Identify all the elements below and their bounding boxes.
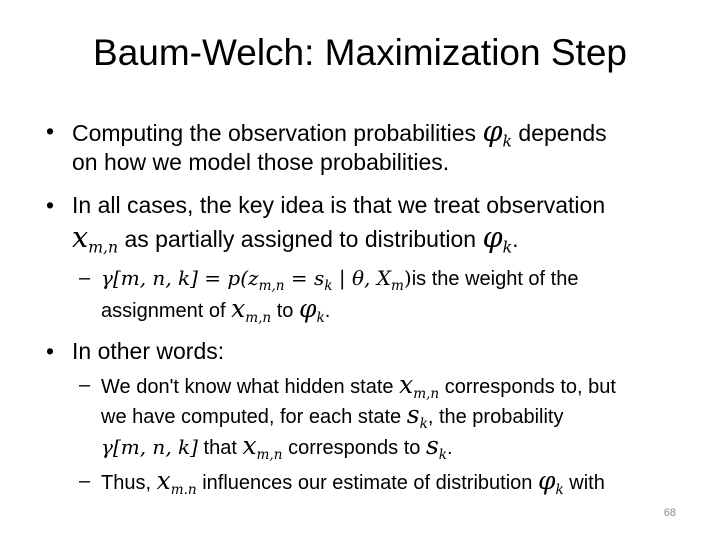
math-paren: ) [403, 266, 412, 290]
bullet-1-line-2: on how we model those probabilities. [72, 149, 450, 175]
math-x: x [242, 431, 257, 460]
sub-bullet-2-text: corresponds to, but [439, 376, 616, 398]
dash-marker: – [79, 374, 91, 396]
math-x: x [231, 294, 246, 323]
sub-bullet-2-text: We don't know what hidden state [101, 376, 400, 398]
punctuation: . [324, 300, 331, 322]
sub-bullet-3-text: influences our estimate of distribution [196, 472, 538, 494]
sub-bullet-2-line-3 [101, 432, 453, 469]
math-subscript: m,n [413, 385, 440, 402]
math-phi: φ [482, 220, 503, 254]
math-subscript: m,n [258, 277, 285, 294]
sub-bullet-2-text: , the probability [427, 406, 564, 428]
math-x: x [399, 370, 414, 399]
dash-marker: – [79, 267, 91, 289]
slide-title: Baum-Welch: Maximization Step [93, 32, 627, 73]
math-s: s [406, 400, 420, 429]
math-phi: φ [482, 114, 503, 148]
math-expression: = s [284, 266, 325, 290]
math-subscript: k [419, 415, 428, 432]
bullet-1-text: Computing the observation probabilities [72, 120, 483, 146]
sub-bullet-1-text: assignment of [101, 300, 232, 322]
math-x: x [156, 466, 171, 495]
sub-bullet-1-text: to [271, 300, 299, 322]
math-subscript: k [438, 446, 448, 463]
bullet-marker: • [46, 192, 55, 218]
dash-marker: – [79, 470, 91, 492]
sub-bullet-1-line-2 [101, 295, 330, 332]
math-expression: | θ, X [332, 266, 391, 290]
sub-bullet-3-text: Thus, [101, 472, 157, 494]
punctuation: . [512, 226, 519, 252]
bullet-marker: • [46, 338, 55, 364]
math-subscript: m,n [256, 446, 283, 463]
math-subscript: k [316, 309, 325, 326]
math-x: x [72, 220, 89, 254]
math-subscript: m,n [245, 309, 272, 326]
sub-bullet-3-text: with [563, 472, 605, 494]
sub-bullet-3-line-1 [101, 467, 605, 504]
bullet-marker: • [46, 118, 55, 144]
math-subscript: m [391, 277, 404, 294]
math-subscript: m,n [88, 237, 119, 257]
math-s: s [425, 431, 439, 460]
math-phi: φ [537, 466, 556, 495]
sub-bullet-2-text: that [197, 437, 243, 459]
bullet-2-line-2 [72, 222, 518, 262]
math-phi: φ [298, 294, 317, 323]
math-subscript: k [324, 277, 333, 294]
math-subscript: k [502, 131, 513, 151]
sub-bullet-2-text: corresponds to [282, 437, 426, 459]
math-gamma-expression: γ[m, n, k] = p(z [101, 266, 259, 290]
bullet-3-line-1: In other words: [72, 338, 225, 364]
bullet-1-text: depends [512, 120, 607, 146]
bullet-2-text: as partially assigned to distribution [118, 226, 483, 252]
math-subscript: k [555, 481, 564, 498]
page-number: 68 [663, 507, 676, 519]
sub-bullet-2-text: we have computed, for each state [101, 406, 407, 428]
bullet-2-line-1: In all cases, the key idea is that we treat observation [72, 192, 606, 218]
math-subscript: m.n [170, 481, 197, 498]
math-subscript: k [502, 237, 513, 257]
sub-bullet-1-text: is the weight of the [411, 268, 579, 290]
math-gamma-expression: γ[m, n, k] [101, 435, 198, 459]
punctuation: . [447, 437, 453, 459]
